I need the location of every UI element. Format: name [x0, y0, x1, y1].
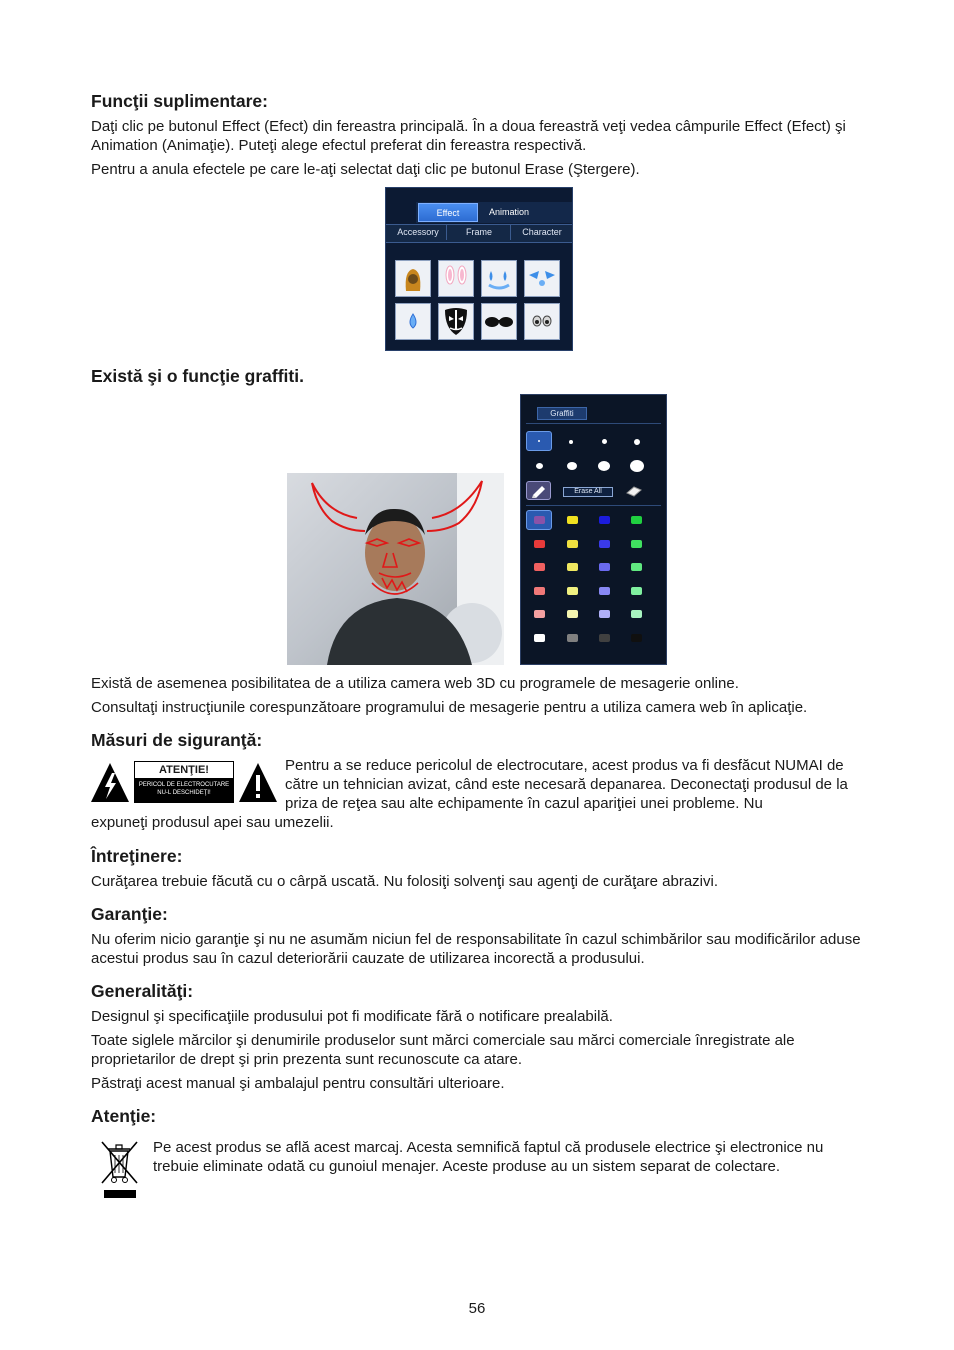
- color-swatch[interactable]: [534, 587, 545, 595]
- paragraph-atentie: Pe acest produs se află acest marcaj. Acesta semnifică faptul că produsele electrice şi electronice nu trebuie eliminate odată cu gunoiul menajer. Aceste produse au un sistem separat de colectare.: [153, 1139, 824, 1175]
- section-title-intretinere: Întreţinere:: [91, 846, 183, 866]
- paragraph-intretinere: Curăţarea trebuie făcută cu o cârpă uscată. Nu folosiţi solvenţi sau agenţi de curăţare abrazivi.: [91, 873, 719, 890]
- warning-label-line1: PERICOL DE ELECTROCUTARE: [138, 782, 230, 788]
- warning-label-line2: NU-L DESCHIDEŢI!: [157, 790, 211, 796]
- paragraph-generalitati-3: Păstraţi acest manual şi ambalajul pentru consultări ulterioare.: [91, 1075, 505, 1092]
- page-number: 56: [468, 1300, 486, 1317]
- color-swatch[interactable]: [567, 587, 578, 595]
- paragraph-garantie: Nu oferim nicio garanţie şi nu ne asumăm niciun fel de responsabilitate în cazul schimbărilor sau modificărilor aduse acestui produs sau în cazul deteriorării cauzate de utilizarea incorectă a produsului.: [91, 931, 861, 967]
- sunglasses-icon[interactable]: [481, 303, 517, 340]
- section-title-atentie: Atenţie:: [91, 1106, 157, 1126]
- color-swatch[interactable]: [534, 563, 545, 571]
- section-title-graffiti: Există şi o funcţie graffiti.: [91, 366, 304, 386]
- section-title-functii: Funcţii suplimentare:: [91, 91, 268, 111]
- pencil-button[interactable]: [526, 481, 551, 500]
- paragraph-siguranta: Pentru a se reduce pericolul de electrocutare, acest produs va fi desfăcut NUMAI de către un tehnician avizat, când este necesară depanarea. Deconectaţi produsul de la priza de reţea sau alte echipamente în cazul apariţiei unei probleme. Nu: [285, 757, 848, 812]
- color-swatch[interactable]: [599, 516, 610, 524]
- paragraph-functii-2: Pentru a anula efectele pe care le-aţi selectat daţi clic pe butonul Erase (Ştergere).: [91, 161, 640, 178]
- brush-size-3-icon[interactable]: [602, 439, 607, 444]
- webcam-photo-graffiti: [287, 473, 504, 665]
- blue-wings-icon[interactable]: [524, 260, 560, 297]
- color-swatch[interactable]: [631, 540, 642, 548]
- tab-animation[interactable]: Animation: [488, 207, 530, 217]
- hair-wig-icon[interactable]: [395, 260, 431, 297]
- color-swatch[interactable]: [534, 634, 545, 642]
- color-swatch[interactable]: [567, 634, 578, 642]
- color-swatch[interactable]: [631, 516, 642, 524]
- paragraph-siguranta-end: expuneţi produsul apei sau umezelii.: [91, 814, 334, 831]
- color-swatch[interactable]: [599, 587, 610, 595]
- color-swatch[interactable]: [567, 610, 578, 618]
- effect-panel: [385, 187, 573, 351]
- graffiti-panel: [520, 394, 667, 665]
- color-swatch[interactable]: [599, 563, 610, 571]
- section-title-generalitati: Generalităţi:: [91, 981, 194, 1001]
- color-swatch[interactable]: [534, 540, 545, 548]
- subtab-accessory[interactable]: Accessory: [390, 225, 447, 240]
- owl-eyes-icon[interactable]: [524, 303, 560, 340]
- erase-all-button[interactable]: Erase All: [563, 487, 613, 497]
- brush-size-5-icon[interactable]: [536, 463, 543, 469]
- color-swatch[interactable]: [567, 540, 578, 548]
- paragraph-generalitati-1: Designul şi specificaţiile produsului pot fi modificate fără o notificare prealabilă.: [91, 1008, 613, 1025]
- pencil-icon: [527, 482, 550, 499]
- color-swatch[interactable]: [599, 540, 610, 548]
- lightning-warning-icon: [90, 761, 130, 809]
- paragraph-functii-1: Daţi clic pe butonul Effect (Efect) din fereastra principală. În a doua fereastră veţi vedea câmpurile Effect (Efect) şi Animation (Animaţie). Puteţi alege efectul preferat din fereastra respectivă.: [91, 118, 846, 154]
- color-swatch[interactable]: [631, 634, 642, 642]
- paragraph-graffiti-2: Consultaţi instrucţiunile corespunzătoare programului de mesagerie pentru a utiliza camera web în aplicaţie.: [91, 699, 808, 716]
- exclamation-warning-icon: [238, 761, 278, 809]
- warning-label: [134, 761, 234, 803]
- brush-size-8-icon[interactable]: [630, 460, 644, 472]
- eraser-icon[interactable]: [625, 484, 643, 502]
- color-swatch[interactable]: [631, 587, 642, 595]
- subtab-character[interactable]: Character: [522, 227, 562, 237]
- warning-label-title: ATENŢIE!: [135, 762, 233, 779]
- bunny-ears-icon[interactable]: [438, 260, 474, 297]
- water-drop-icon[interactable]: [395, 303, 431, 340]
- color-swatch[interactable]: [567, 516, 578, 524]
- color-swatch[interactable]: [534, 516, 545, 524]
- color-swatch[interactable]: [534, 610, 545, 618]
- crossed-bin-icon: [99, 1139, 141, 1206]
- color-swatch[interactable]: [599, 634, 610, 642]
- section-title-siguranta: Măsuri de siguranţă:: [91, 730, 263, 750]
- paragraph-graffiti-1: Există de asemenea posibilitatea de a utiliza camera web 3D cu programele de mesagerie online.: [91, 675, 739, 692]
- brush-size-6-icon[interactable]: [567, 462, 577, 470]
- color-swatch[interactable]: [631, 563, 642, 571]
- brush-size-1-icon: [538, 440, 540, 442]
- paragraph-generalitati-2: Toate siglele mărcilor şi denumirile produselor sunt mărci comerciale sau mărci comerciale înregistrate ale proprietarilor de drept şi prin prezenta sunt recunoscute ca atare.: [91, 1032, 795, 1068]
- color-swatch[interactable]: [599, 610, 610, 618]
- tab-effect[interactable]: Effect: [418, 203, 478, 222]
- opera-mask-icon[interactable]: [438, 303, 474, 340]
- color-swatch[interactable]: [631, 610, 642, 618]
- brush-size-7-icon[interactable]: [598, 461, 610, 471]
- color-swatch[interactable]: [567, 563, 578, 571]
- brush-size-2-icon[interactable]: [569, 440, 573, 444]
- graffiti-tab[interactable]: Graffiti: [537, 407, 587, 420]
- blue-tears-icon[interactable]: [481, 260, 517, 297]
- section-title-garantie: Garanţie:: [91, 904, 168, 924]
- subtab-frame[interactable]: Frame: [448, 225, 511, 240]
- brush-size-4-icon[interactable]: [634, 439, 640, 445]
